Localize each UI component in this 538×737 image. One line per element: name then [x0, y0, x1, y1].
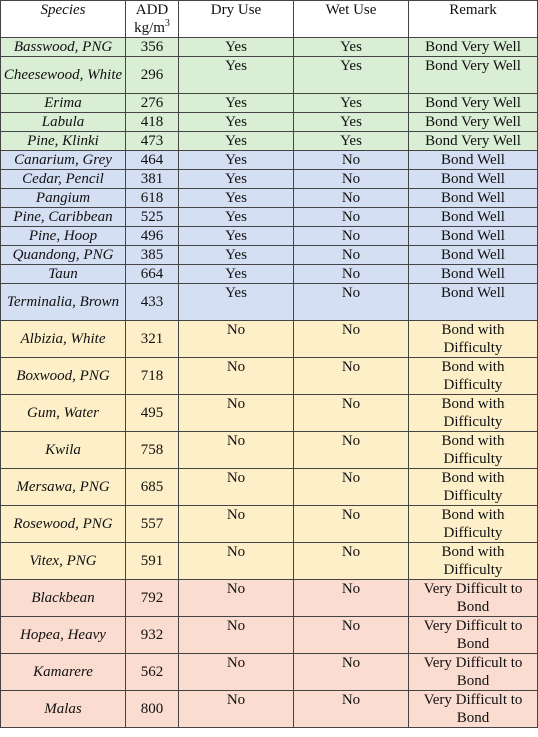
add-cell: 321: [126, 321, 179, 358]
remark-cell: Bond Well: [409, 265, 538, 284]
table-row: [1, 469, 538, 506]
dry-use-cell: Yes: [179, 189, 294, 208]
remark-cell: Very Difficult to Bond: [409, 654, 538, 691]
add-cell: 800: [126, 691, 179, 728]
header-add-unit-exponent: 3: [164, 18, 170, 29]
remark-cell: Bond Well: [409, 246, 538, 265]
remark-cell: Bond with Difficulty: [409, 543, 538, 580]
remark-cell: Bond Well: [409, 284, 538, 321]
remark-cell: Bond Very Well: [409, 38, 538, 57]
table-row: [1, 246, 538, 265]
dry-use-cell: Yes: [179, 151, 294, 170]
add-cell: 664: [126, 265, 179, 284]
species-cell: Boxwood, PNG: [1, 358, 126, 395]
wet-use-cell: No: [294, 265, 409, 284]
dry-use-cell: Yes: [179, 265, 294, 284]
remark-cell: Bond with Difficulty: [409, 469, 538, 506]
add-cell: 433: [126, 284, 179, 321]
wet-use-cell: No: [294, 246, 409, 265]
add-cell: 562: [126, 654, 179, 691]
dry-use-cell: Yes: [179, 208, 294, 227]
wet-use-cell: Yes: [294, 57, 409, 94]
add-cell: 464: [126, 151, 179, 170]
dry-use-cell: No: [179, 543, 294, 580]
dry-use-cell: No: [179, 691, 294, 728]
add-cell: 525: [126, 208, 179, 227]
species-cell: Pine, Caribbean: [1, 208, 126, 227]
species-cell: Mersawa, PNG: [1, 469, 126, 506]
dry-use-cell: No: [179, 654, 294, 691]
dry-use-cell: No: [179, 580, 294, 617]
table-row: [1, 170, 538, 189]
species-cell: Taun: [1, 265, 126, 284]
dry-use-cell: Yes: [179, 38, 294, 57]
wet-use-cell: No: [294, 189, 409, 208]
species-cell: Albizia, White: [1, 321, 126, 358]
species-cell: Vitex, PNG: [1, 543, 126, 580]
wet-use-cell: No: [294, 691, 409, 728]
remark-cell: Bond Well: [409, 151, 538, 170]
remark-cell: Bond Well: [409, 208, 538, 227]
remark-cell: Very Difficult to Bond: [409, 580, 538, 617]
dry-use-cell: No: [179, 432, 294, 469]
wet-use-cell: No: [294, 543, 409, 580]
species-cell: Basswood, PNG: [1, 38, 126, 57]
species-cell: Hopea, Heavy: [1, 617, 126, 654]
species-cell: Pangium: [1, 189, 126, 208]
species-cell: Cheesewood, White: [1, 57, 126, 94]
wet-use-cell: No: [294, 469, 409, 506]
table-row: [1, 208, 538, 227]
dry-use-cell: No: [179, 617, 294, 654]
remark-cell: Bond Well: [409, 227, 538, 246]
species-cell: Kamarere: [1, 654, 126, 691]
dry-use-cell: Yes: [179, 132, 294, 151]
wet-use-cell: No: [294, 432, 409, 469]
header-add: [126, 1, 179, 38]
add-cell: 932: [126, 617, 179, 654]
wet-use-cell: No: [294, 284, 409, 321]
header-add-unit: kg/m: [134, 20, 165, 36]
table-row: [1, 580, 538, 617]
species-cell: Kwila: [1, 432, 126, 469]
table-row: [1, 358, 538, 395]
table-row: [1, 691, 538, 728]
table-body: [1, 38, 538, 728]
remark-cell: Bond with Difficulty: [409, 395, 538, 432]
dry-use-cell: No: [179, 358, 294, 395]
add-cell: 557: [126, 506, 179, 543]
wet-use-cell: No: [294, 395, 409, 432]
remark-cell: Bond Very Well: [409, 57, 538, 94]
dry-use-cell: Yes: [179, 57, 294, 94]
remark-cell: Bond Well: [409, 189, 538, 208]
wet-use-cell: No: [294, 208, 409, 227]
remark-cell: Bond with Difficulty: [409, 321, 538, 358]
wet-use-cell: No: [294, 506, 409, 543]
table-row: [1, 617, 538, 654]
add-cell: 356: [126, 38, 179, 57]
wet-use-cell: No: [294, 358, 409, 395]
species-cell: Rosewood, PNG: [1, 506, 126, 543]
add-cell: 618: [126, 189, 179, 208]
table-row: [1, 321, 538, 358]
add-cell: 792: [126, 580, 179, 617]
header-remark: Remark: [409, 1, 538, 38]
wet-use-cell: No: [294, 617, 409, 654]
remark-cell: Very Difficult to Bond: [409, 691, 538, 728]
table-row: [1, 543, 538, 580]
remark-cell: Bond Very Well: [409, 132, 538, 151]
header-row: [1, 1, 538, 38]
dry-use-cell: No: [179, 321, 294, 358]
table-row: [1, 395, 538, 432]
species-cell: Labula: [1, 113, 126, 132]
dry-use-cell: Yes: [179, 284, 294, 321]
species-cell: Cedar, Pencil: [1, 170, 126, 189]
table-row: [1, 654, 538, 691]
species-cell: Blackbean: [1, 580, 126, 617]
wet-use-cell: No: [294, 170, 409, 189]
add-cell: 685: [126, 469, 179, 506]
dry-use-cell: No: [179, 395, 294, 432]
add-cell: 385: [126, 246, 179, 265]
remark-cell: Bond Very Well: [409, 113, 538, 132]
add-cell: 591: [126, 543, 179, 580]
species-cell: Malas: [1, 691, 126, 728]
add-cell: 718: [126, 358, 179, 395]
species-cell: Canarium, Grey: [1, 151, 126, 170]
table-row: [1, 265, 538, 284]
wet-use-cell: No: [294, 654, 409, 691]
table-row: [1, 151, 538, 170]
table-row: [1, 38, 538, 57]
table-row: [1, 132, 538, 151]
species-cell: Terminalia, Brown: [1, 284, 126, 321]
wet-use-cell: Yes: [294, 38, 409, 57]
header-wet-use: Wet Use: [294, 1, 409, 38]
species-cell: Pine, Hoop: [1, 227, 126, 246]
table-row: [1, 227, 538, 246]
add-cell: 418: [126, 113, 179, 132]
dry-use-cell: Yes: [179, 246, 294, 265]
dry-use-cell: Yes: [179, 94, 294, 113]
remark-cell: Bond with Difficulty: [409, 432, 538, 469]
table-row: [1, 94, 538, 113]
species-cell: Pine, Klinki: [1, 132, 126, 151]
dry-use-cell: No: [179, 469, 294, 506]
table-row: [1, 189, 538, 208]
add-cell: 296: [126, 57, 179, 94]
remark-cell: Bond Very Well: [409, 94, 538, 113]
wet-use-cell: Yes: [294, 94, 409, 113]
remark-cell: Bond Well: [409, 170, 538, 189]
species-cell: Gum, Water: [1, 395, 126, 432]
wet-use-cell: Yes: [294, 113, 409, 132]
wet-use-cell: No: [294, 227, 409, 246]
table-row: [1, 506, 538, 543]
header-dry-use: Dry Use: [179, 1, 294, 38]
table-row: [1, 57, 538, 94]
wet-use-cell: No: [294, 580, 409, 617]
remark-cell: Bond with Difficulty: [409, 358, 538, 395]
add-cell: 495: [126, 395, 179, 432]
dry-use-cell: No: [179, 506, 294, 543]
remark-cell: Very Difficult to Bond: [409, 617, 538, 654]
wet-use-cell: No: [294, 151, 409, 170]
species-cell: Erima: [1, 94, 126, 113]
species-cell: Quandong, PNG: [1, 246, 126, 265]
add-cell: 381: [126, 170, 179, 189]
remark-cell: Bond with Difficulty: [409, 506, 538, 543]
dry-use-cell: Yes: [179, 170, 294, 189]
wet-use-cell: No: [294, 321, 409, 358]
dry-use-cell: Yes: [179, 113, 294, 132]
dry-use-cell: Yes: [179, 227, 294, 246]
add-cell: 496: [126, 227, 179, 246]
header-species: Species: [1, 1, 126, 38]
add-cell: 473: [126, 132, 179, 151]
add-cell: 758: [126, 432, 179, 469]
header-add-label: ADD: [135, 2, 169, 18]
table-row: [1, 113, 538, 132]
table-row: [1, 432, 538, 469]
add-cell: 276: [126, 94, 179, 113]
table-row: [1, 284, 538, 321]
wet-use-cell: Yes: [294, 132, 409, 151]
